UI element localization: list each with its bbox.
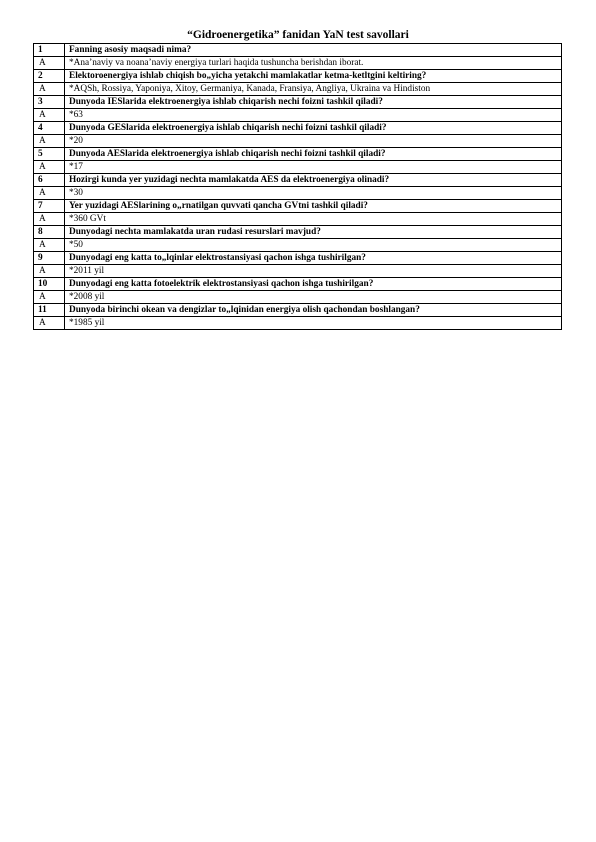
question-number: 5 <box>34 148 65 161</box>
answer-label: A <box>34 291 65 304</box>
answer-row <box>34 239 562 252</box>
answer-row <box>34 317 562 330</box>
question-number: 1 <box>34 44 65 57</box>
question-row <box>34 44 562 57</box>
answer-row <box>34 187 562 200</box>
answer-label: A <box>34 83 65 96</box>
question-text: Fanning asosiy maqsadi nima? <box>65 44 562 57</box>
question-text: Hozirgi kunda yer yuzidagi nechta mamlakatda AES da elektroenergiya olinadi? <box>65 174 562 187</box>
question-number: 9 <box>34 252 65 265</box>
answer-label: A <box>34 161 65 174</box>
answer-label: A <box>34 57 65 70</box>
answer-text: *360 GVt <box>65 213 562 226</box>
answer-row <box>34 213 562 226</box>
answer-row <box>34 291 562 304</box>
question-text: Dunyodagi nechta mamlakatda uran rudasi resurslari mavjud? <box>65 226 562 239</box>
question-row <box>34 304 562 317</box>
question-row <box>34 96 562 109</box>
answer-label: A <box>34 265 65 278</box>
answer-row <box>34 83 562 96</box>
answer-text: *Ana’naviy va noana’naviy energiya turlari haqida tushuncha berishdan iborat. <box>65 57 562 70</box>
answer-row <box>34 57 562 70</box>
answer-label: A <box>34 187 65 200</box>
answer-text: *2011 yil <box>65 265 562 278</box>
question-number: 2 <box>34 70 65 83</box>
answer-row <box>34 109 562 122</box>
answer-label: A <box>34 213 65 226</box>
answer-text: *30 <box>65 187 562 200</box>
question-text: Dunyoda GESlarida elektroenergiya ishlab chiqarish nechi foizni tashkil qiladi? <box>65 122 562 135</box>
question-row <box>34 148 562 161</box>
questions-table <box>33 43 562 330</box>
question-text: Dunyodagi eng katta fotoelektrik elektrostansiyasi qachon ishga tushirilgan? <box>65 278 562 291</box>
answer-text: *2008 yil <box>65 291 562 304</box>
answer-text: *17 <box>65 161 562 174</box>
question-text: Yer yuzidagi AESlarining o„rnatilgan quvvati qancha GVtni tashkil qiladi? <box>65 200 562 213</box>
answer-row <box>34 161 562 174</box>
question-number: 8 <box>34 226 65 239</box>
question-row <box>34 278 562 291</box>
question-row <box>34 174 562 187</box>
answer-label: A <box>34 109 65 122</box>
answer-label: A <box>34 239 65 252</box>
answer-row <box>34 135 562 148</box>
questions-table-body <box>34 44 562 330</box>
answer-label: A <box>34 317 65 330</box>
answer-text: *63 <box>65 109 562 122</box>
question-text: Elektoroenergiya ishlab chiqish bo„yicha yetakchi mamlakatlar ketma-ketltgini keltiring? <box>65 70 562 83</box>
answer-text: *AQSh, Rossiya, Yaponiya, Xitoy, Germaniya, Kanada, Fransiya, Angliya, Ukraina va Hindiston <box>65 83 562 96</box>
question-number: 11 <box>34 304 65 317</box>
answer-text: *1985 yil <box>65 317 562 330</box>
answer-row <box>34 265 562 278</box>
answer-text: *50 <box>65 239 562 252</box>
answer-text: *20 <box>65 135 562 148</box>
question-text: Dunyoda AESlarida elektroenergiya ishlab chiqarish nechi foizni tashkil qiladi? <box>65 148 562 161</box>
question-row <box>34 122 562 135</box>
document-title: “Gidroenergetika” fanidan YaN test savollari <box>187 29 409 41</box>
question-row <box>34 200 562 213</box>
question-text: Dunyoda birinchi okean va dengizlar to„lqinidan energiya olish qachondan boshlangan? <box>65 304 562 317</box>
question-number: 4 <box>34 122 65 135</box>
question-number: 7 <box>34 200 65 213</box>
question-row <box>34 226 562 239</box>
question-row <box>34 70 562 83</box>
question-text: Dunyoda IESlarida elektroenergiya ishlab chiqarish nechi foizni tashkil qiladi? <box>65 96 562 109</box>
question-number: 6 <box>34 174 65 187</box>
question-text: Dunyodagi eng katta to„lqinlar elektrostansiyasi qachon ishga tushirilgan? <box>65 252 562 265</box>
question-row <box>34 252 562 265</box>
question-number: 10 <box>34 278 65 291</box>
question-number: 3 <box>34 96 65 109</box>
answer-label: A <box>34 135 65 148</box>
